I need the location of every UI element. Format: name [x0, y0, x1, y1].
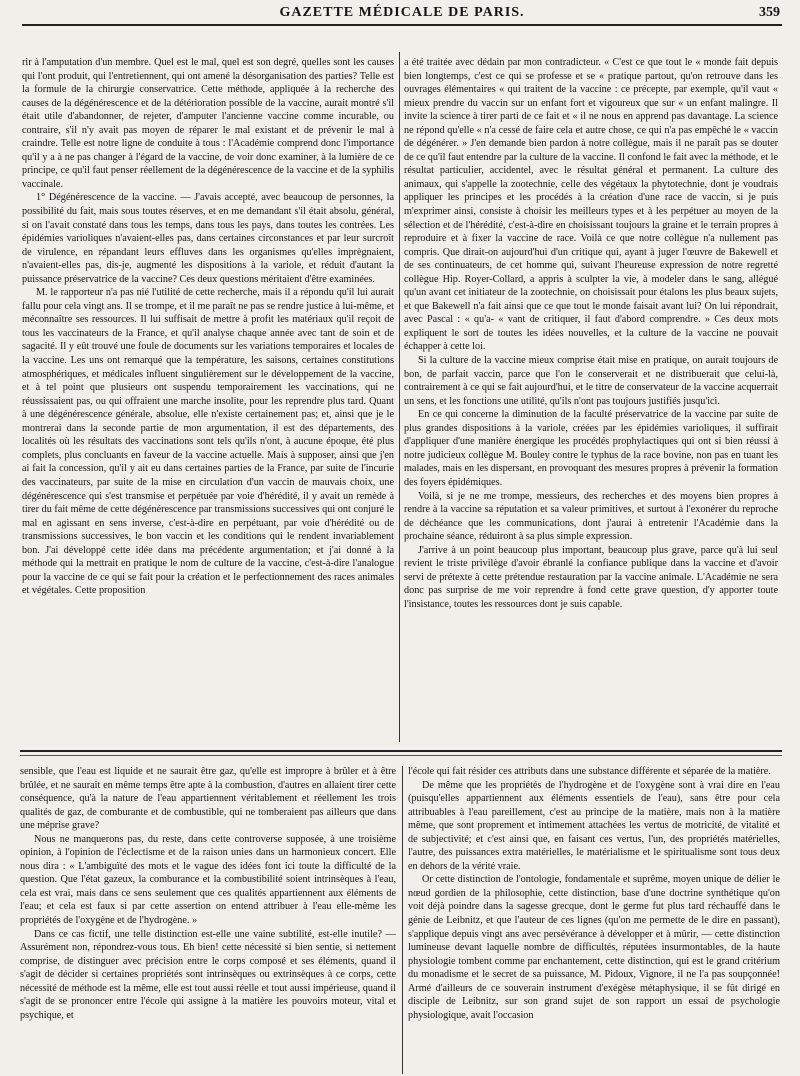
paragraph: rir à l'amputation d'un membre. Quel est le mal, quel est son degré, quelles sont les causes qui l'ont produit, qui l'entretiennent, qui ont amené la désorganisation des parties? Telle est la formule de la chirurgie conservatrice. Cette méthode, appliquée à la recherche des causes de la dégénérescence et de la détérioration possible de la vaccine, aurait montré s'il était utile d'abandonner, de rejeter, d'amputer l'ancienne vaccine comme incurable, ou contraire, s'il n'y avait pas moyen de réparer le mal existant et de prévenir le mal à craindre. Telle est notre ligne de conduite à tous : l'Académie comprend donc l'importance qu'il y a à ne pas changer à l'égard de la vaccine, de voir donc examiner, à la lumière de ce principe, ce qu'il faut penser réellement de la dégénérescence de la vaccine et de la syphilis vaccinale. — [22, 57, 394, 190]
upper-left-column — [22, 56, 394, 740]
paragraph: a été traitée avec dédain par mon contradicteur. « C'est ce que tout le « monde fait depuis bien longtemps, c'est ce qui se professe et se « pratique partout, qu'on retrouve dans les ouvrages élémentaires « qui traitent de la vaccine : ce précepte, par exemple, qu'il vaut « mieux prendre du vaccin sur un enfant fort et vigoureux que sur « un enfant malingre. Il invite la science à tirer parti de ce fait et « il ne nous en apprend pas davantage. La science ne répond qu'elle « n'a cessé de faire cela et autre chose, ce qui n'a pas empêché le « vaccin de dégénérer. » J'en demande bien pardon à notre collègue, mais il ne paraît pas se douter de ce qu'il faut entendre par la culture de la vaccine. Il confond le fait avec la méthode, et le résultat particulier, accidentel, avec le résultat général et permanent. La culture des animaux, qui s'appelle la zootechnie, celle des végétaux la phytotechnie, dont je voudrais appliquer les principes et les procédés à la création d'une race de vaccin, si je puis m'exprimer ainsi, consiste à choisir les meilleurs types et à les perpétuer au moyen de la sélection et de l'hérédité, c'est-à-dire en choisissant toujours la graine et le terrain propres à reproduire et à fixer la vaccine de race. Voilà ce que notre collègue n'a nullement pas compris. Que dirait-on aujourd'hui d'un critique qui, ayant à juger l'œuvre de Bakewell et de ses continuateurs, de cet homme qui, suivant l'heureuse expression de notre regretté collègue Hip. Royer-Collard, a appris à sculpter la vie, à modeler dans le sang, allégué qu'un avant cet initiateur de la zootechnie, on choisissait pour étalons les plus beaux sujets, et que Bakewell n'a fait ainsi que ce que tout le monde faisait avant lui? On lui répondrait, avec Pascal : « qu'a- « vant de critiquer, il faut d'abord comprendre. » Ces deux mots expliquent le sort de toutes les idées nouvelles, et la culture de la vaccine ne pouvait échapper à cette loi. — [404, 57, 778, 353]
paragraph: 1° Dégénérescence de la vaccine. — J'avais accepté, avec beaucoup de personnes, la possibilité du fait, mais sous toutes réserves, et en me demandant s'il était absolu, général, si on l'avait constaté dans tous les temps, dans tous les pays, dans toutes les contrées. Les épidémies varioliques n'avaient-elles pas, dans certaines circonstances et par leur surcroît de virulence, en répandant leurs effluves dans les organismes qu'elles imprègnaient, n'avaient-elles pas, dis-je, augmenté les dispositions à la variole, et réduit d'autant la puissance préservatrice de la vaccine? Ces deux questions méritaient d'être examinées. — [22, 192, 394, 285]
page-number: 359 — [759, 5, 780, 20]
paragraph: En ce qui concerne la diminution de la faculté préservatrice de la vaccine par suite de plus grandes dispositions à la variole, créées par les épidémies varioliques, il suffirait d'appliquer d'une manière énergique les procédés prophylactiques qui ont si bien réussi à notre judicieux collègue M. Bouley contre le typhus de la race bovine, non pas en tuant les malades, mais en les dispersant, en provoquant des mesures propres à prévenir la formation des foyers épidémiques. — [404, 409, 778, 488]
section-divider — [20, 750, 782, 752]
paragraph: sensible, que l'eau est liquide et ne saurait être gaz, qu'elle est impropre à brûler et à être brûlée, et ne saurait en même temps être apte à la combustion, d'autres en allaient tirer cette conséquence, qu'à la nature de l'eau appartiennent véritablement et réellement les trois qualités de gaz, de comburante et de combustible, qui ne tomberaient pas ailleurs que dans une méprise grave? — [20, 766, 396, 832]
lower-right-column — [408, 765, 780, 1073]
upper-right-column — [404, 56, 778, 740]
lower-left-column — [20, 765, 396, 1073]
paragraph: Or cette distinction de l'ontologie, fondamentale et suprême, moyen unique de délier le nœud gordien de la philosophie, cette distinction, base d'une doctrine synthétique qu'on voit déjà poindre dans la sagesse grecque, dont le germe fut plus tard réchauffé dans le génie de Leibnitz, et que l'auteur de ces lignes (qu'on me permette de le dire en passant), s'applique depuis vingt ans avec persévérance à développer et à mûrir, — cette distinction lumineuse devant laquelle nombre de difficultés, réputées insurmontables, de la haute physiologie tombent comme par enchantement, cette distinction, qui est le grand critérium du monadisme et le secret de sa puissance, M. Pidoux, Vignore, il ne l'a pas soupçonnée! Armé d'ailleurs de ce souverain instrument d'exégèse métaphysique, il se fût dirigé en disciple de Leibnitz, sur son grand sujet de son rapport un essai de psychologie physiologique, avait l'occasion — [408, 874, 780, 1021]
publication-title: GAZETTE MÉDICALE DE PARIS. — [279, 5, 525, 20]
paragraph: M. le rapporteur n'a pas nié l'utilité de cette recherche, mais il a répondu qu'il lui aurait fallu pour cela vingt ans. Il se trompe, et il me paraît ne pas se rendre justice à lui-même, et méconnaître ses ressources. Il lui suffisait de mettre à profit les matériaux qu'il reçoit de tous les vaccinateurs de la France, et qu'il analyse chaque année avec tant de soin et de sagacité. Il y eût trouvé une foule de documents sur les variations temporaires et locales de la vaccine. Les uns ont remarqué que la température, les saisons, certaines constitutions atmosphériques, et médicales influent singulièrement sur le développement de la vaccine, et à tel point que plusieurs ont suspendu temporairement les vaccinations, qui ne réussissaient pas, ou qui offraient une marche insolite, pour les reprendre plus tard. Quant à une dégénérescence générale, absolue, elle n'existe certainement pas; et, ainsi que je le montrerai dans la seconde partie de mon argumentation, il est des départements, des localités où les résultats des vaccinations sont tels qu'ils n'ont, à aucune époque, été plus complets, plus concluants en faveur de la vaccine actuelle. Mais à supposer, ainsi que j'en ai fait la concession, qu'il y ait eu dans certaines parties de la France, par suite de l'incurie des vaccinateurs, par suite de la mise en circulation d'un vaccin de mauvais choix, une dégénérescence qui s'est transmise et perpétuée par voie d'hérédité, il y avait un remède à tirer du fait même de cette dégénérescence par transmissions successives qui ont conjuré le mal en agissant en sens inverse, c'est-à-dire en perpétuant, par voie d'hérédité ou de transmissions successives, le bon vaccin et les conditions qui le rendent invariablement bon. J'ai développé cette idée dans ma précédente argumentation; et j'ai donné à la méthode qui la mettrait en pratique le nom de culture de la vaccine, c'est-à-dire l'analogue pour la vaccine de ce qui se fait pour la création et le perfectionnement des races animales et végétales. Cette proposition — [22, 287, 394, 597]
paragraph: Dans ce cas fictif, une telle distinction est-elle une vaine subtilité, est-elle inutile? — Assurément non, répondrez-vous tous. Eh bien! cette nécessité si bien sentie, si nettement comprise, de distinguer avec précision entre le corps composé et ses éléments, quand il s'agit de décider si certaines propriétés sont intrinsèques ou extrinsèques à ce corps, cette nécessité de méthode est la même, elle est tout aussi réelle et tout aussi impérieuse, quand il s'agit de se prononcer entre l'école qui assigne à la matière les pouvoirs moteur, vital et psychique, et — [20, 928, 396, 1021]
column-divider-lower — [402, 766, 403, 1074]
paragraph: Nous ne manquerons pas, du reste, dans cette controverse supposée, à une troisième opinion, à l'opinion de l'éclectisme et de la raison unies dans un harmonieux concert. Elle nous dira : « L'ambiguïté des mots et le vague des idées font ici toute la difficulté de la question. Que l'état gazeux, la comburance et la combustibilité soient intrinsèques à l'eau, cela est vrai, mais dans ce sens seulement que ces qualités appartiennent aux éléments de l'eau; et cela est faux si par cette assertion on entend attribuer à l'eau elle-même les propriétés de l'oxygène et de l'hydrogène. » — [20, 833, 396, 927]
page-header — [22, 2, 782, 26]
paragraph: Si la culture de la vaccine mieux comprise était mise en pratique, on aurait toujours de bon, de parfait vaccin, parce que l'on le conserverait et ne distribuerait que celui-là, contrairement à ce qui se fait aujourd'hui, et le titre de conservateur de la vaccine acquerrait un sens, et les fonctions une utilité, qu'ils n'ont pas toujours justifiés jusqu'ici. — [404, 355, 778, 407]
section-divider-thin — [20, 755, 782, 756]
paragraph: De même que les propriétés de l'hydrogène et de l'oxygène sont à vrai dire en l'eau (puisqu'elles appartiennent aux éléments essentiels de l'eau), sans être pour cela attribuables à l'eau pareillement, c'est au principe de la matière, mais non à la matière même, que sont proprement et intimement attachées les vertus de motricité, de vitalité et de subjectivité; et c'est ainsi que, en faisant ces vertus, l'un, des propriétés matérielles, l'autre, des puissances extra matérielles, le matérialisme et le spiritualisme sont tous deux en dehors de la vérité vraie. — [408, 779, 780, 872]
paragraph: Voilà, si je ne me trompe, messieurs, des recherches et des moyens bien propres à rendre à la vaccine sa réputation et sa valeur primitives, et surtout à l'exonérer du reproche de déchéance que les communications, dont j'aurai à entretenir l'Académie dans la prochaine séance, réduiront à sa plus simple expression. — [404, 490, 778, 543]
paragraph: l'école qui fait résider ces attributs dans une substance différente et séparée de la matière. — [408, 766, 771, 777]
paragraph: J'arrive à un point beaucoup plus important, beaucoup plus grave, parce qu'à lui seul revient le triste privilège d'avoir ébranlé la confiance publique dans la vaccine et d'avoir servi de prétexte à cette prétendue restauration par la vaccine animale. L'Académie ne sera donc pas surprise de me voir reprendre à fond cette grave question, d'y apporter toute l'insistance, toutes les ressources dont je suis capable. — [404, 544, 778, 610]
column-divider — [399, 52, 400, 742]
